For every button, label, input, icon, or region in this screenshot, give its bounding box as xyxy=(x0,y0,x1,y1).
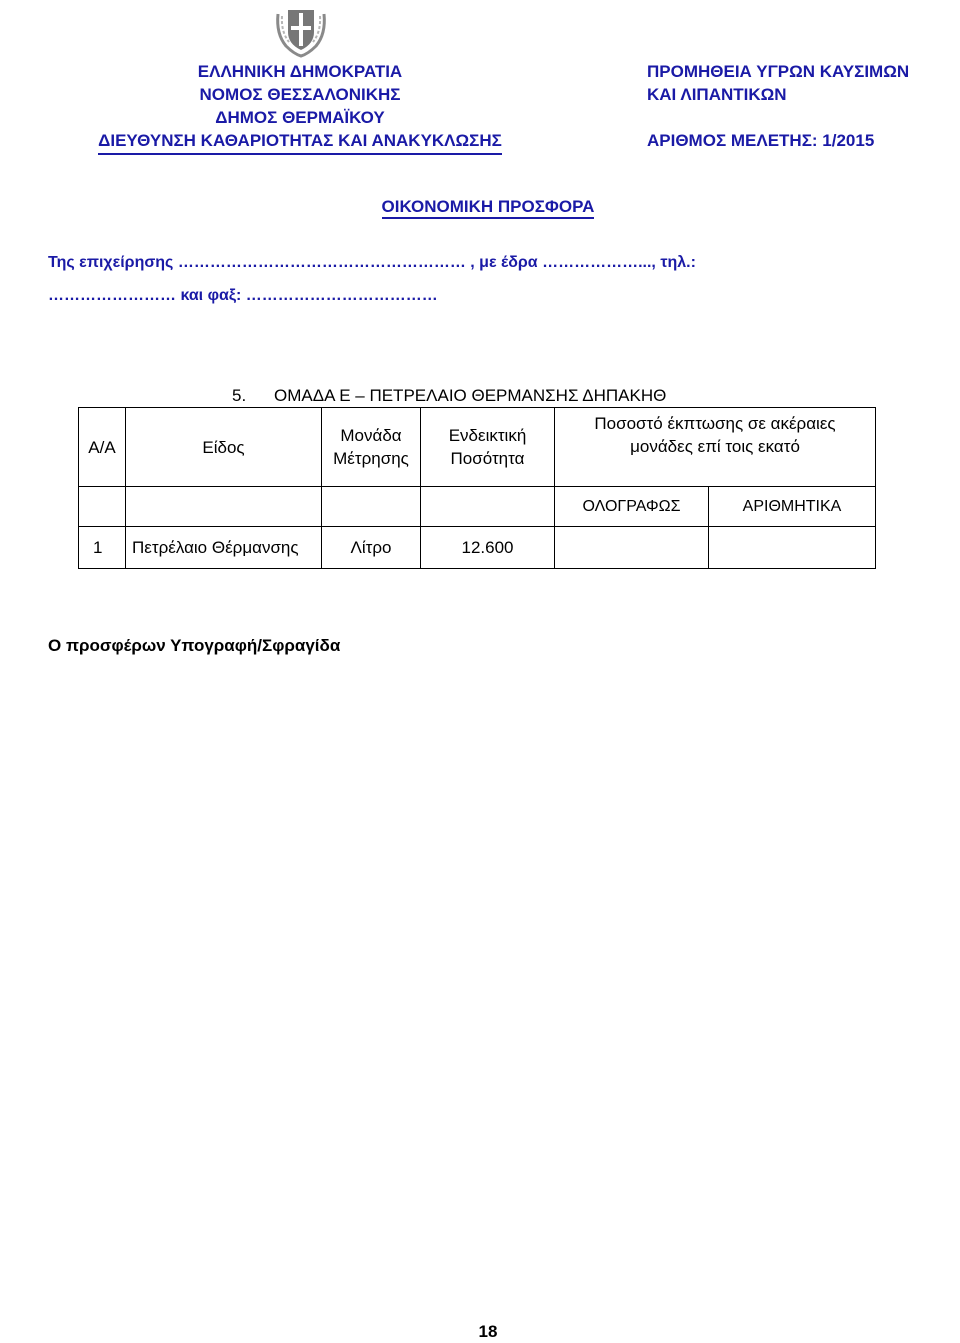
subheader-blank xyxy=(126,487,322,527)
header-quantity xyxy=(421,408,555,487)
signature-line: Ο προσφέρων Υπογραφή/Σφραγίδα xyxy=(48,636,341,655)
header-unit-line1: Μονάδα xyxy=(340,426,402,445)
group-number: 5. xyxy=(232,386,247,405)
header-discount-line1: Ποσοστό έκπτωσης σε ακέραιες xyxy=(594,414,836,433)
header-prefecture: ΝΟΜΟΣ ΘΕΣΣΑΛΟΝΙΚΗΣ xyxy=(199,85,401,104)
header-unit xyxy=(322,408,421,487)
header-discount-line2: μονάδες επί τοις εκατό xyxy=(630,437,800,456)
cell-in-words[interactable] xyxy=(555,527,709,569)
page-number: 18 xyxy=(478,1322,498,1341)
table-header-row xyxy=(79,408,876,487)
header-municipality: ΔΗΜΟΣ ΘΕΡΜΑΪΚΟΥ xyxy=(215,108,385,127)
document-title: ΟΙΚΟΝΟΜΙΚΗ ΠΡΟΣΦΟΡΑ xyxy=(382,197,595,219)
company-details-line1: Της επιχείρησης ……………………………………………… , με έδρα ………………..., τηλ.: xyxy=(48,254,696,271)
document-title-container xyxy=(0,197,960,217)
cell-unit: Λίτρο xyxy=(322,527,421,569)
group-heading xyxy=(232,386,666,406)
issuing-authority xyxy=(30,60,570,155)
subheader-blank xyxy=(322,487,421,527)
header-discount xyxy=(555,408,876,487)
company-details-line2: …………………… και φαξ: ……………………………… xyxy=(48,287,438,304)
header-in-words: ΟΛΟΓΡΑΦΩΣ xyxy=(555,487,709,527)
cell-quantity: 12.600 xyxy=(421,527,555,569)
table-row xyxy=(79,527,876,569)
cell-aa: 1 xyxy=(79,527,126,569)
header-in-numbers: ΑΡΙΘΜΗΤΙΚΑ xyxy=(709,487,876,527)
header-aa: Α/Α xyxy=(79,408,126,487)
header-unit-line2: Μέτρησης xyxy=(333,449,409,468)
project-title-line1: ΠΡΟΜΗΘΕΙΑ ΥΓΡΩΝ ΚΑΥΣΙΜΩΝ xyxy=(647,62,910,81)
project-info xyxy=(647,60,947,152)
project-title-line2: ΚΑΙ ΛΙΠΑΝΤΙΚΩΝ xyxy=(647,85,787,104)
cell-in-numbers[interactable] xyxy=(709,527,876,569)
subheader-blank xyxy=(79,487,126,527)
offer-table xyxy=(78,407,876,569)
subheader-blank xyxy=(421,487,555,527)
group-name: ΟΜΑΔΑ Ε – ΠΕΤΡΕΛΑΙΟ ΘΕΡΜΑΝΣΗΣ ΔΗΠΑΚΗΘ xyxy=(274,386,667,405)
cell-item: Πετρέλαιο Θέρμανσης xyxy=(126,527,322,569)
study-number: ΑΡΙΘΜΟΣ ΜΕΛΕΤΗΣ: 1/2015 xyxy=(647,131,875,150)
header-country: ΕΛΛΗΝΙΚΗ ΔΗΜΟΚΡΑΤΙΑ xyxy=(197,62,403,81)
table-subheader-row xyxy=(79,487,876,527)
header-quantity-line1: Ενδεικτική xyxy=(448,426,527,445)
header-quantity-line2: Ποσότητα xyxy=(450,449,525,468)
header-directorate: ΔΙΕΥΘΥΝΣΗ ΚΑΘΑΡΙΟΤΗΤΑΣ ΚΑΙ ΑΝΑΚΥΚΛΩΣΗΣ xyxy=(98,129,502,155)
header-item: Είδος xyxy=(126,408,322,487)
hellenic-coat-of-arms-icon xyxy=(272,4,330,58)
